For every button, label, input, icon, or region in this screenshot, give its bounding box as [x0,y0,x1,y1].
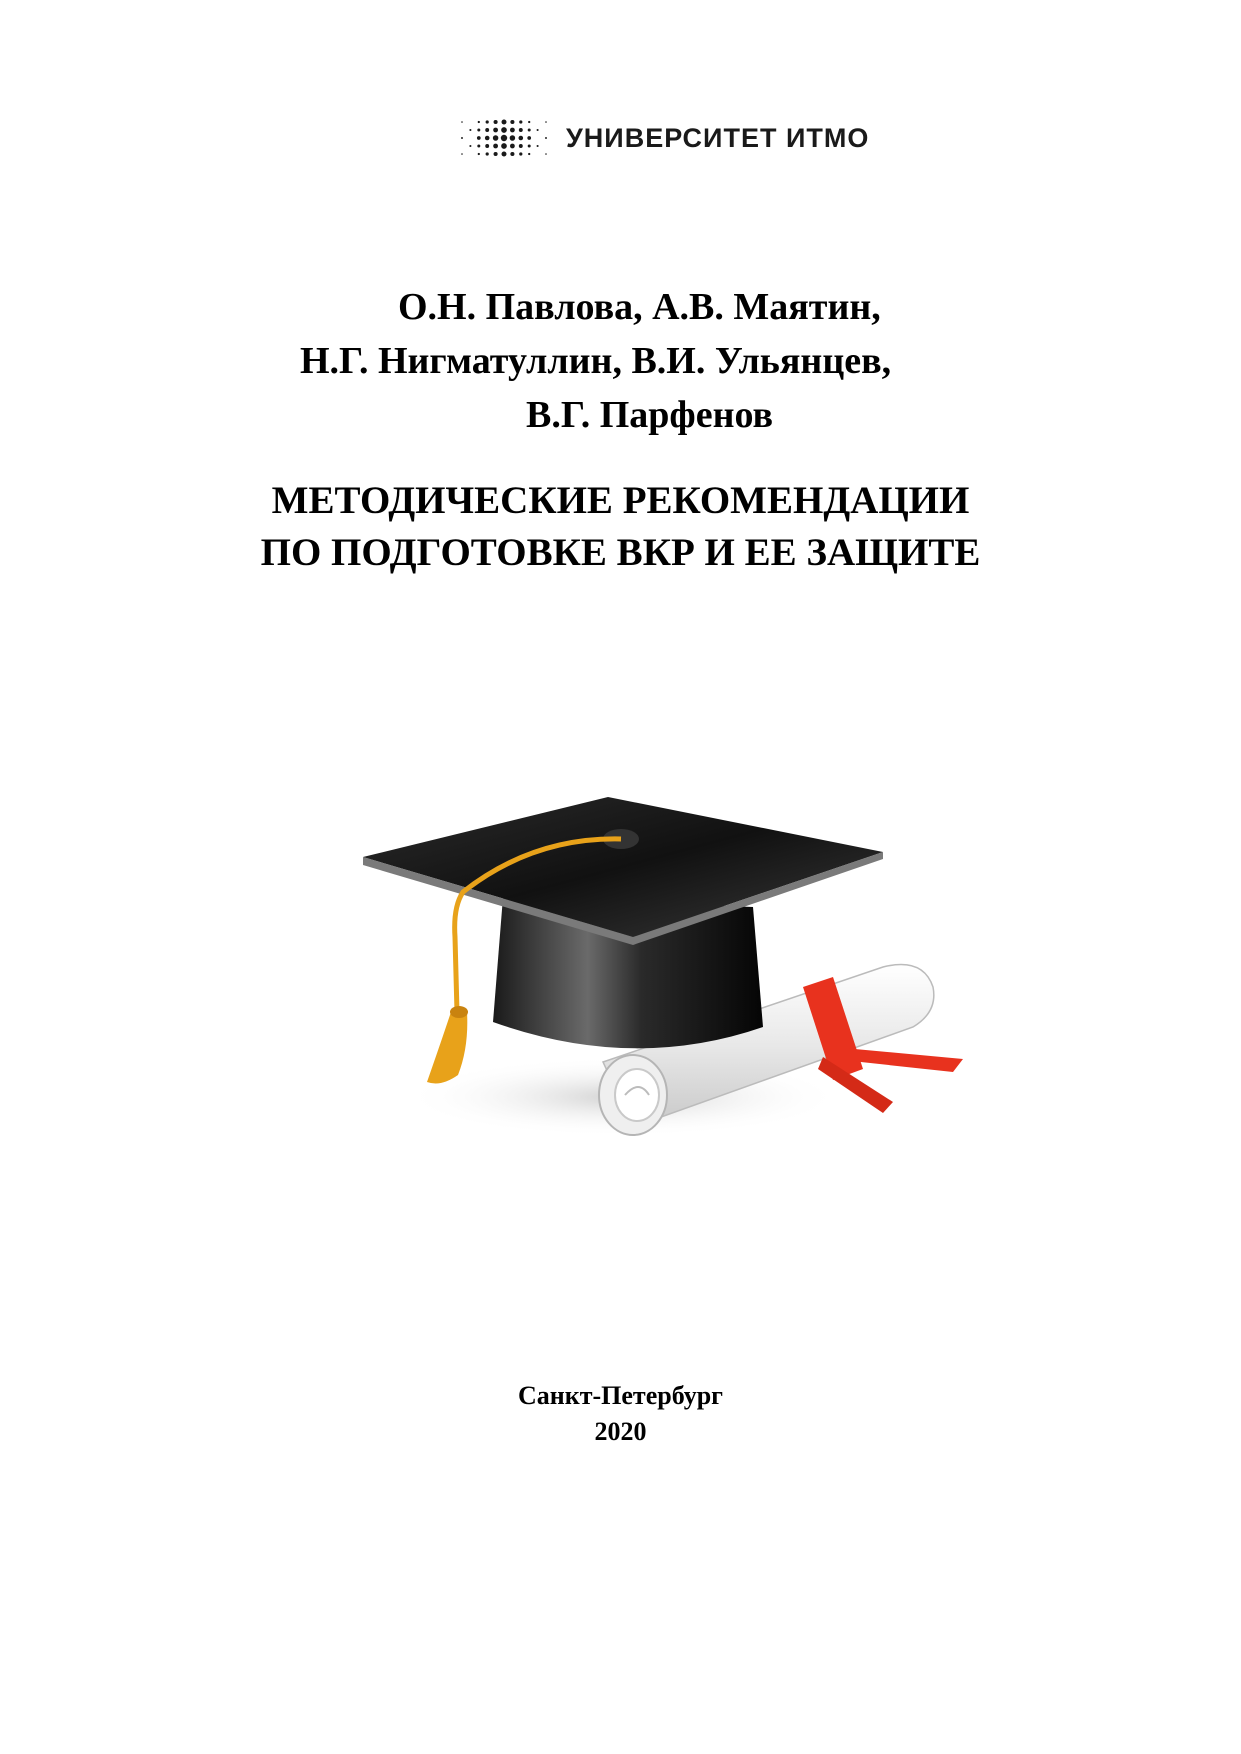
graduation-cap-and-diploma-icon [363,797,968,1163]
itmo-dots-logo-icon [456,118,552,158]
document-title [200,475,1041,579]
year: 2020 [594,1417,647,1446]
authors-line-1: О.Н. Павлова, А.В. Маятин, [398,286,881,328]
authors-block [300,280,940,442]
university-name: УНИВЕРСИТЕТ ИТМО [566,122,870,153]
authors-line-2: Н.Г. Нигматуллин, В.И. Ульянцев, [300,340,892,382]
title-line-2: ПО ПОДГОТОВКЕ ВКР И ЕЕ ЗАЩИТЕ [260,531,981,574]
publication-place [0,1378,1241,1450]
city: Санкт-Петербург [518,1381,723,1410]
title-line-1: МЕТОДИЧЕСКИЕ РЕКОМЕНДАЦИИ [271,479,970,522]
itmo-logo [456,118,869,158]
authors-line-3: В.Г. Парфенов [526,394,774,436]
